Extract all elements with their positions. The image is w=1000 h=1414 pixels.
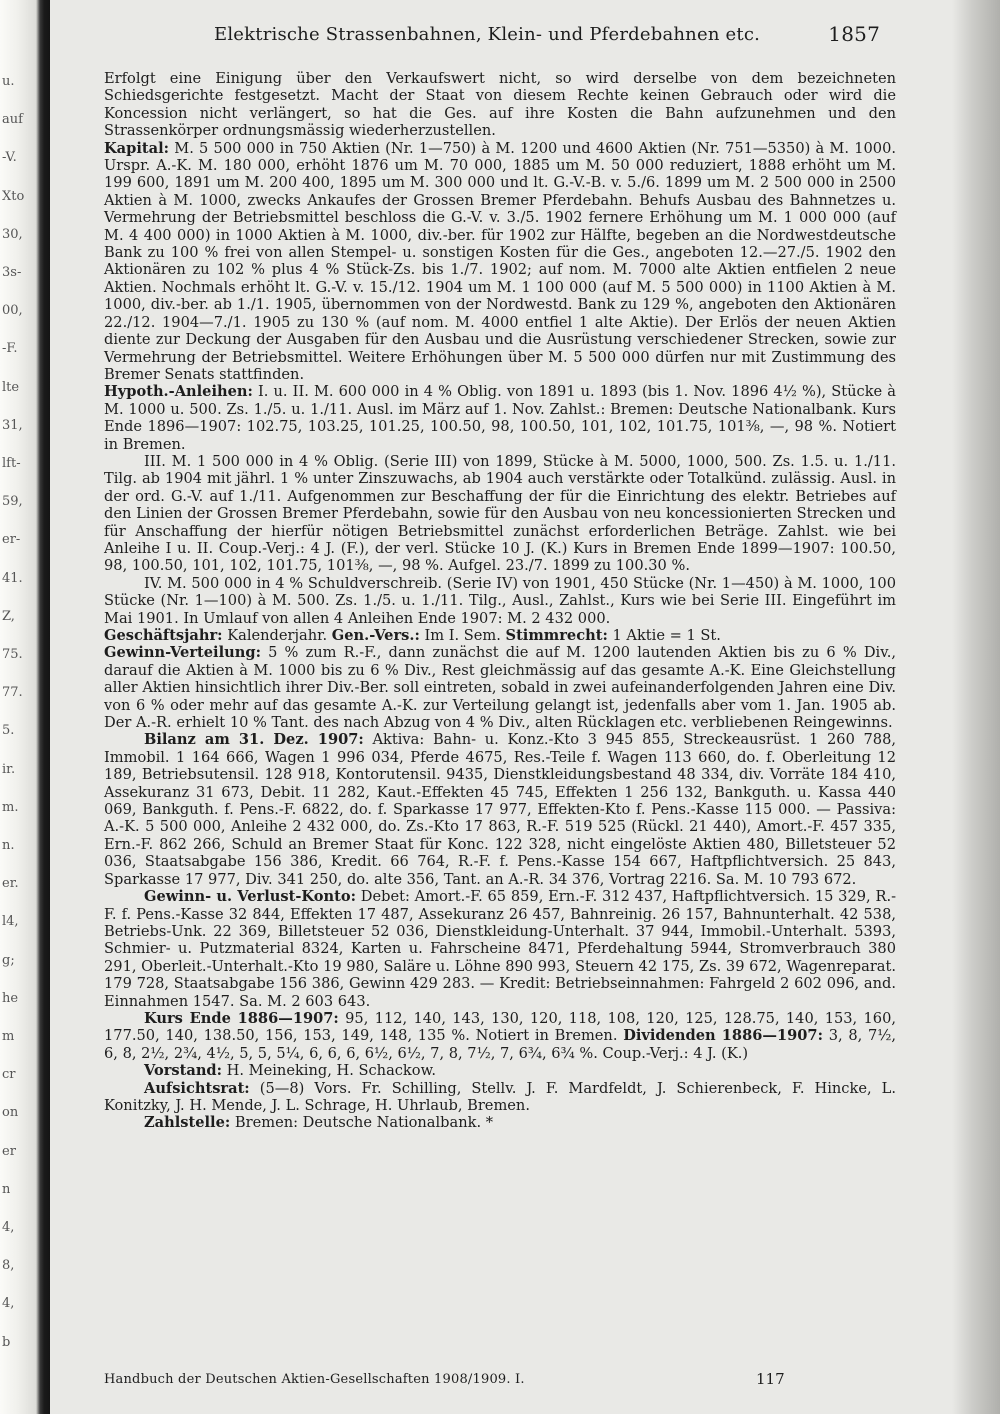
spine-fragment: n. xyxy=(2,838,15,853)
spine-fragment: u. xyxy=(2,74,15,89)
spine-fragment: n xyxy=(2,1181,11,1197)
spine-fragment: m. xyxy=(2,799,19,815)
hypoth-label: Hypoth.-Anleihen: xyxy=(104,383,253,401)
spine-fragment: b xyxy=(2,1334,11,1350)
spine-fragment: 31, xyxy=(2,417,23,433)
spine-fragment: lft- xyxy=(2,456,21,471)
book-spine-shadow xyxy=(0,0,50,1414)
guv-label: Gewinn- u. Verlust-Konto: xyxy=(144,888,356,906)
body-text xyxy=(104,70,896,1132)
kurs-text: 95, 112, 140, 143, 130, 120, 118, 108, 120, 125, 128.75, 140, 153, 160, 177.50, 140, 138.50, 156, 153, 149, 148, 135 %. Notiert in Bremen. xyxy=(104,1009,896,1045)
gewinn-text: 5 % zum R.-F., dann zunächst die auf M. 1200 lautenden Aktien bis zu 6 % Div., darauf die Aktien à M. 1000 bis zu 6 % Div., Rest gleichmässig auf das gesamte A.-K. Eine Gleichstellung aller Aktien hinsichtlich ihrer Div.-Ber. soll eintreten, sobald in zwei aufeinanderfolgenden Jahren eine Div. von 6 % oder mehr auf das gesamte A.-K. zur Verteilung gelangt ist, jedenfalls aber vom 1. Jan. 1905 ab. Der A.-R. erhielt 10 % Tant. des nach Abzug von 4 % Div., alten Rücklagen etc. verbliebenen Reingewinns. xyxy=(104,644,897,732)
kapital-paragraph xyxy=(104,140,896,384)
div-text: 3, 8, 7½, 6, 8, 2½, 2¾, 4½, 5, 5, 5¼, 6, 6, 6, 6½, 6½, 7, 8, 7½, 7, 6¾, 6¾ %. Coup.-Verj.: 4 J. (K.) xyxy=(104,1027,897,1062)
bilanz-text: Aktiva: Bahn- u. Konz.-Kto 3 945 855, Streckeausrüst. 1 260 788, Immobil. 1 164 666, Wagen 1 996 034, Pferde 4675, Res.-Teile f. Wagen 113 660, do. f. Oberleitung 12 189, Betriebsutensil. 128 918, Kontorutensil. 9435, Dienstkleidungsbestand 48 334, div. Vorräte 184 410, Assekuranz 31 673, Debit. 11 282, Kaut.-Effekten 45 745, Effekten 1 256 132, Bankguth. u. Kassa 440 069, Bankguth. f. Pens.-F. 6822, do. f. Sparkasse 17 977, Effekten-Kto f. Pens.-Kasse 115 000. — Passiva: A.-K. 5 500 000, Anleihe 2 432 000, do. Zs.-Kto 17 863, R.-F. 519 525 (Rückl. 21 440), Amort.-F. 457 335, Ern.-F. 862 266, Schuld an Bremer Staat für Konc. 122 328, nicht eingelöste Aktien 480, Billetsteuer 52 036, Staatsabgabe 156 386, Kredit. 66 764, R.-F. f. Pens.-Kasse 154 667, Haftpflichtversich. 25 843, Sparkasse 17 977, Div. 341 250, do. alte 356, Tant. an A.-R. 34 376, Vortrag 2216. Sa. M. 10 793 672. xyxy=(104,731,897,888)
page-edge-shadow xyxy=(952,0,1000,1414)
vorstand-text: H. Meineking, H. Schackow. xyxy=(226,1062,436,1080)
intro-paragraph: Erfolgt eine Einigung über den Verkaufswert nicht, so wird derselbe von dem bezeichneten Schiedsgerichte festgesetzt. Macht der Staat von diesem Rechte keinen Gebrauch oder wird die Koncession nicht verlängert, so hat die Ges. auf ihre Kosten die Bahn aufzunehmen und den Strassenkörper ordnungsmässig wiederherzustellen. xyxy=(104,70,896,140)
kurs-paragraph xyxy=(104,1010,896,1062)
gj-label: Geschäftsjahr: xyxy=(104,627,223,644)
spine-fragment: er xyxy=(2,1143,16,1159)
serie4-paragraph: IV. M. 500 000 in 4 % Schuldverschreib. (Serie IV) von 1901, 450 Stücke (Nr. 1—450) à M. 1000, 100 Stücke (Nr. 1—100) à M. 500. Zs. 1./5. u. 1./11. Tilg., Ausl., Zahlst., Kurs wie bei Serie III. Eingeführt im Mai 1901. In Umlauf von allen 4 Anleihen Ende 1907: M. 2 432 000. xyxy=(104,574,896,627)
aufsichtsrat-paragraph xyxy=(104,1080,896,1115)
zahl-text: Bremen: Deutsche Nationalbank. * xyxy=(234,1114,494,1132)
ar-label: Aufsichtsrat: xyxy=(144,1079,250,1097)
spine-fragment: Xto xyxy=(2,188,25,204)
spine-fragment: er- xyxy=(2,532,21,548)
spine-fragment: l4, xyxy=(2,914,19,930)
footer-page-number: 117 xyxy=(756,1370,785,1388)
spine-fragment: 00, xyxy=(2,303,23,319)
spine-fragment: 41. xyxy=(2,570,23,586)
header-title: Elektrische Strassenbahnen, Klein- und Pferdebahnen etc. xyxy=(214,24,761,45)
kapital-text: M. 5 500 000 in 750 Aktien (Nr. 1—750) à M. 1200 und 4600 Aktien (Nr. 751—5350) à M. 1000. Urspr. A.-K. M. 180 000, erhöht 1876 um M. 70 000, 1885 um M. 50 000 reduziert, 1888 erhöht um M. 199 600, 1891 um M. 200 400, 1895 um M. 300 000 und lt. G.-V.-B. v. 5./6. 1899 um M. 2 500 000 in 2500 Aktien à M. 1000, zwecks Ankaufes der Grossen Bremer Pferdebahn. Behufs Ausbau des Bahnnetzes u. Vermehrung der Betriebsmittel beschloss die G.-V. v. 3./5. 1902 fernere Erhöhung um M. 1 000 000 (auf M. 4 400 000) in 1000 Aktien à M. 1000, div.-ber. für 1902 zur Hälfte, begeben an die Nordwestdeutsche Bank zu 100 % frei von allen Stempel- u. sonstigen Kosten für die Ges., angeboten 12.—27./5. 1902 den Aktionären zu 102 % plus 4 % Stück-Zs. bis 1./7. 1902; auf nom. M. 7000 alte Aktien entfielen 2 neue Aktien. Nochmals erhöht lt. G.-V. v. 15./12. 1904 um M. 1 100 000 (auf M. 5 500 000) in 1100 Aktien à M. 1000, div.-ber. ab 1./1. 1905, übernommen von der Nordwestd. Bank zu 129 %, angeboten den Aktionären 22./12. 1904—7./1. 1905 zu 130 % (auf nom. M. 4000 entfiel 1 alte Aktie). Der Erlös der neuen Aktien diente zur Deckung der Ausgaben für den Ausbau und die Ausrüstung verschiedener Strecken, sowie zur Vermehrung der Betriebsmittel. Weitere Erhöhungen über M. 5 500 000 dürfen nur mit Zustimmung des Bremer Senats stattfinden. xyxy=(104,139,897,383)
header-page-number: 1857 xyxy=(828,22,880,46)
spine-fragment: 5. xyxy=(2,723,15,739)
vorstand-paragraph xyxy=(104,1062,896,1079)
spine-fragment: 59, xyxy=(2,494,23,510)
gj-text: Kalenderjahr. xyxy=(227,627,328,644)
spine-fragment: -F. xyxy=(2,341,18,357)
spine-fragment: -V. xyxy=(2,150,17,166)
bilanz-paragraph xyxy=(104,731,896,888)
gv-label: Gen.-Vers.: xyxy=(331,627,420,644)
stimm-label: Stimmrecht: xyxy=(505,627,608,644)
running-header xyxy=(180,24,880,52)
vorstand-label: Vorstand: xyxy=(144,1062,223,1080)
kapital-label: Kapital: xyxy=(104,139,170,157)
spine-fragment: 30, xyxy=(2,226,23,242)
spine-fragment: g; xyxy=(2,952,15,968)
gewinn-paragraph xyxy=(104,644,896,731)
hypoth-paragraph xyxy=(104,383,896,453)
guv-text: Debet: Amort.-F. 65 859, Ern.-F. 312 437, Haftpflichtversich. 15 329, R.-F. f. Pens.-Kasse 32 844, Effekten 17 487, Assekuranz 26 457, Bahnreinig. 26 157, Bahnunterhalt. 42 538, Betriebs-Unk. 22 369, Billetsteuer 52 036, Dienstkleidung-Unterhalt. 37 944, Immobil.-Unterhalt. 5393, Schmier- u. Putzmaterial 8324, Karten u. Fahrscheine 8471, Pferdehaltung 5944, Stromverbrauch 380 291, Oberleit.-Unterhalt.-Kto 19 980, Saläre u. Löhne 890 993, Steuern 42 175, Zs. 39 672, Wagenreparat. 179 728, Staatsabgabe 156 386, Gewinn 429 283. — Kredit: Betriebseinnahmen: Fahrgeld 2 602 096, and. Einnahmen 1547. Sa. M. 2 603 643. xyxy=(104,888,897,1010)
spine-fragment: 4, xyxy=(2,1296,15,1312)
spine-fragment: he xyxy=(2,990,19,1006)
kurs-label: Kurs Ende 1886—1907: xyxy=(144,1009,339,1027)
geschaeftsjahr-paragraph xyxy=(104,627,896,644)
spine-fragment: on xyxy=(2,1105,19,1121)
footer-source: Handbuch der Deutschen Aktien-Gesellschaften 1908/1909. I. xyxy=(104,1372,525,1387)
bilanz-label: Bilanz am 31. Dez. 1907: xyxy=(144,731,364,749)
page-footer xyxy=(104,1372,804,1392)
div-label: Dividenden 1886—1907: xyxy=(623,1027,823,1045)
spine-fragment: auf xyxy=(2,112,23,128)
gv-text: Im I. Sem. xyxy=(424,627,501,644)
serie3-paragraph: III. M. 1 500 000 in 4 % Oblig. (Serie III) von 1899, Stücke à M. 5000, 1000, 500. Zs. 1.5. u. 1./11. Tilg. ab 1904 mit jährl. 1 % unter Zinszuwachs, ab 1904 auch verstärkte oder Totalkünd. zulässig. Ausl. in der ord. G.-V. auf 1./11. Aufgenommen zur Beschaffung der für die Einrichtung des elektr. Betriebes auf den Linien der Grossen Bremer Pferdebahn, sowie für den Ausbau von neu koncessionierten Strecken und für Anschaffung der hierfür nötigen Betriebsmittel zunächst erforderlichen Beträge. Zahlst. wie bei Anleihe I u. II. Coup.-Verj.: 4 J. (F.), der verl. Stücke 10 J. (K.) Kurs in Bremen Ende 1899—1907: 100.50, 98, 100.50, 101, 102, 101.75, 101⅜, —, 98 %. Aufgel. 23./7. 1899 zu 100.30 %. xyxy=(104,452,896,575)
zahl-label: Zahlstelle: xyxy=(144,1114,231,1132)
spine-fragment: m xyxy=(2,1029,15,1044)
spine-fragment: er. xyxy=(2,876,19,892)
spine-fragment: 3s- xyxy=(2,265,22,280)
spine-fragment: 8, xyxy=(2,1258,15,1274)
ar-text: (5—8) Vors. Fr. Schilling, Stellv. J. F. Mardfeldt, J. Schierenbeck, F. Hincke, L. Konitzky, J. H. Mende, J. L. Schrage, H. Uhrlaub, Bremen. xyxy=(104,1079,896,1114)
spine-fragment: cr xyxy=(2,1067,16,1083)
stimm-text: 1 Aktie = 1 St. xyxy=(612,627,721,644)
zahlstelle-paragraph xyxy=(104,1114,896,1131)
spine-fragment: ir. xyxy=(2,761,16,777)
spine-fragment: 4, xyxy=(2,1220,15,1235)
hypoth-text: I. u. II. M. 600 000 in 4 % Oblig. von 1891 u. 1893 (bis 1. Nov. 1896 4½ %), Stücke à M. 1000 u. 500. Zs. 1./5. u. 1./11. Ausl. im März auf 1. Nov. Zahlst.: Bremen: Deutsche Nationalbank. Kurs Ende 1896—1907: 102.75, 103.25, 101.25, 100.50, 98, 100.50, 101, 102, 101.75, 101⅜, —, 98 %. Notiert in Bremen. xyxy=(104,383,896,453)
spine-fragment: 75. xyxy=(2,647,23,662)
guv-paragraph xyxy=(104,888,896,1010)
gewinn-label: Gewinn-Verteilung: xyxy=(104,644,261,662)
spine-fragment: 77. xyxy=(2,685,23,701)
spine-fragment: lte xyxy=(2,379,20,395)
spine-fragment: Z, xyxy=(2,608,15,624)
